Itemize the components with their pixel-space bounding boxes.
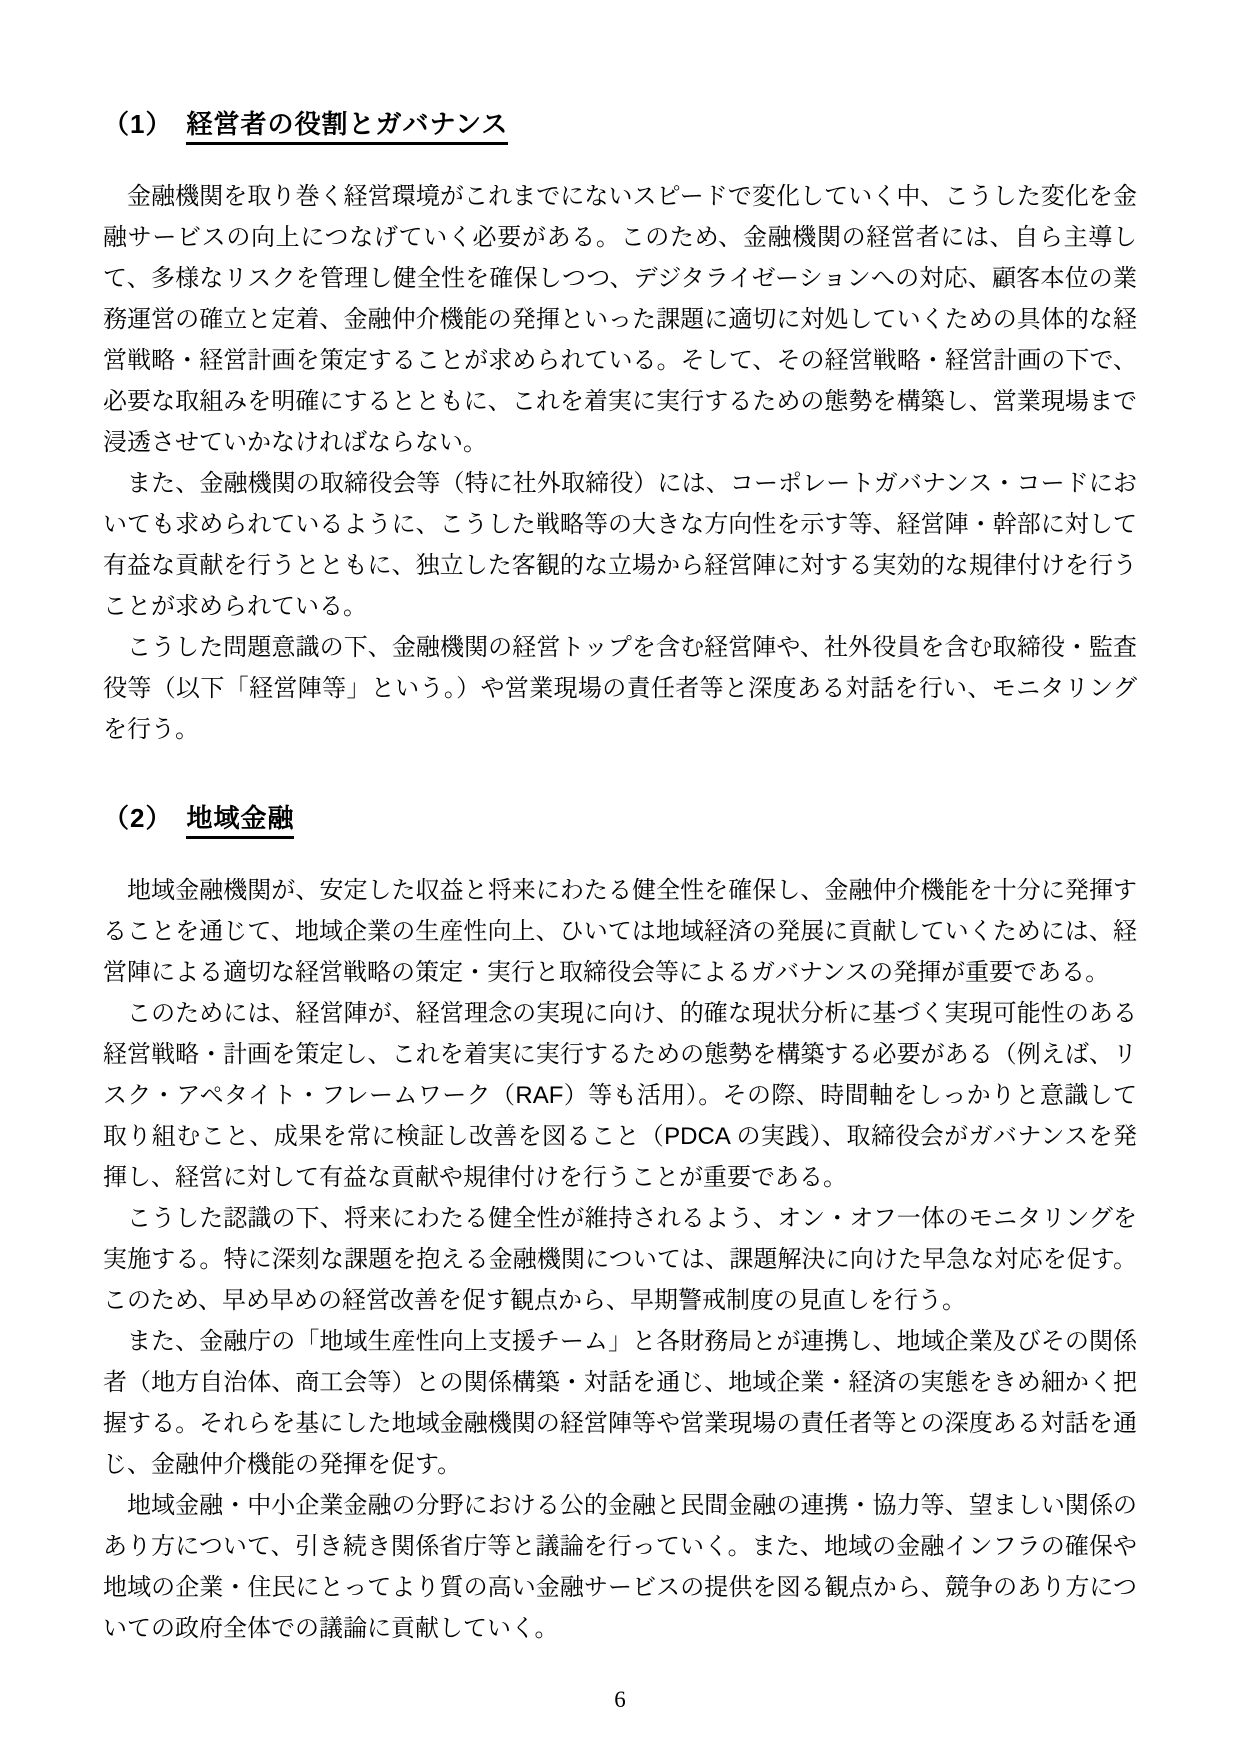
section-regional-finance bbox=[103, 802, 1137, 1649]
section-heading bbox=[103, 108, 1137, 142]
heading-number: （2） bbox=[103, 802, 173, 833]
heading-title: 地域金融 bbox=[186, 803, 294, 839]
paragraph: このためには、経営陣が、経営理念の実現に向け、的確な現状分析に基づく実現可能性のある経営戦略・計画を策定し、これを着実に実行するための態勢を構築する必要がある（例えば、リスク・アペタイト・フレームワーク（RAF）等も活用）。その際、時間軸をしっかりと意識して取り組むこと、成果を常に検証し改善を図ること（PDCA の実践）、取締役会がガバナンスを発揮し、経営に対して有益な貢献や規律付けを行うことが重要である。 bbox=[103, 999, 1137, 1191]
section-governance bbox=[103, 108, 1137, 750]
paragraph: また、金融庁の「地域生産性向上支援チーム」と各財務局とが連携し、地域企業及びその関係者（地方自治体、商工会等）との関係構築・対話を通じ、地域企業・経済の実態をきめ細かく把握する。それらを基にした地域金融機関の経営陣等や営業現場の責任者等との深度ある対話を通じ、金融仲介機能の発揮を促す。 bbox=[103, 1327, 1137, 1478]
paragraph: また、金融機関の取締役会等（特に社外取締役）には、コーポレートガバナンス・コードにおいても求められているように、こうした戦略等の大きな方向性を示す等、経営陣・幹部に対して有益な貢献を行うとともに、独立した客観的な立場から経営陣に対する実効的な規律付けを行うことが求められている。 bbox=[103, 469, 1137, 620]
heading-title: 経営者の役割とガバナンス bbox=[186, 109, 508, 145]
document-content bbox=[103, 108, 1137, 1649]
paragraph: こうした認識の下、将来にわたる健全性が維持されるよう、オン・オフ一体のモニタリングを実施する。特に深刻な課題を抱える金融機関については、課題解決に向けた早急な対応を促す。このため、早め早めの経営改善を促す観点から、早期警戒制度の見直しを行う。 bbox=[103, 1204, 1137, 1314]
paragraph: こうした問題意識の下、金融機関の経営トップを含む経営陣や、社外役員を含む取締役・監査役等（以下「経営陣等」という。）や営業現場の責任者等と深度ある対話を行い、モニタリングを行う。 bbox=[103, 633, 1137, 743]
section-heading bbox=[103, 802, 1137, 836]
paragraph: 地域金融・中小企業金融の分野における公的金融と民間金融の連携・協力等、望ましい関係のあり方について、引き続き関係省庁等と議論を行っていく。また、地域の金融インフラの確保や地域の企業・住民にとってより質の高い金融サービスの提供を図る観点から、競争のあり方についての政府全体での議論に貢献していく。 bbox=[103, 1491, 1137, 1642]
heading-number: （1） bbox=[103, 109, 173, 139]
paragraph: 地域金融機関が、安定した収益と将来にわたる健全性を確保し、金融仲介機能を十分に発揮することを通じて、地域企業の生産性向上、ひいては地域経済の発展に貢献していくためには、経営陣による適切な経営戦略の策定・実行と取締役会等によるガバナンスの発揮が重要である。 bbox=[103, 876, 1137, 986]
paragraph: 金融機関を取り巻く経営環境がこれまでにないスピードで変化していく中、こうした変化を金融サービスの向上につなげていく必要がある。このため、金融機関の経営者には、自ら主導して、多様なリスクを管理し健全性を確保しつつ、デジタライゼーションへの対応、顧客本位の業務運営の確立と定着、金融仲介機能の発揮といった課題に適切に対処していくための具体的な経営戦略・経営計画を策定することが求められている。そして、その経営戦略・経営計画の下で、必要な取組みを明確にするとともに、これを着実に実行するための態勢を構築し、営業現場まで浸透させていかなければならない。 bbox=[103, 182, 1137, 456]
page-number: 6 bbox=[614, 1687, 626, 1712]
